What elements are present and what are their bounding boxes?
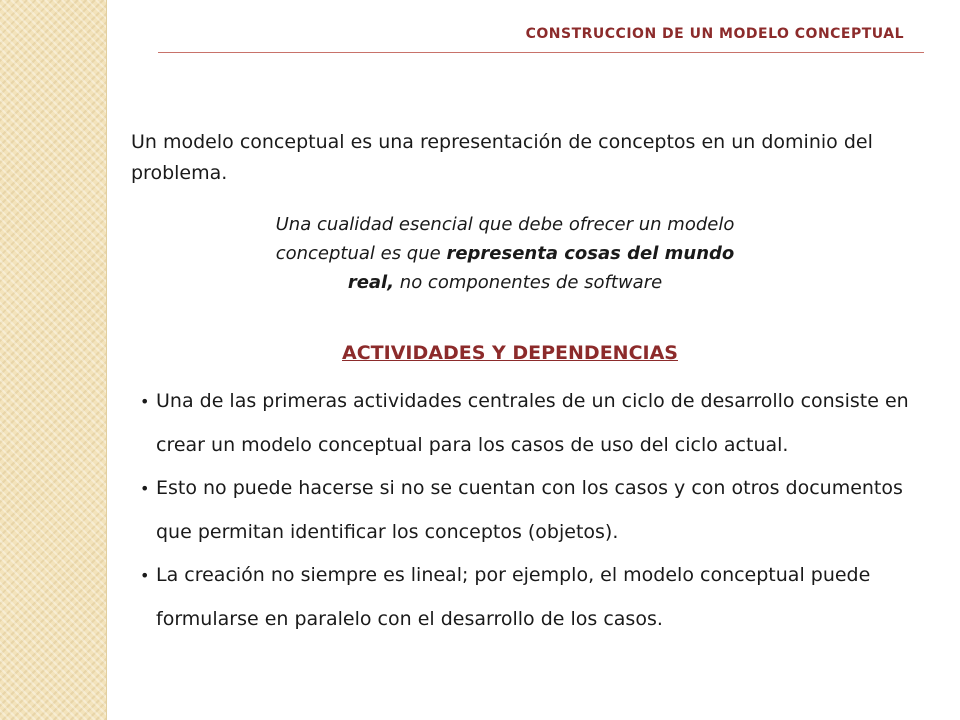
bullet-text: Una de las primeras actividades centrales de un ciclo de desarrollo consiste en crear un modelo conceptual para los casos de uso del ciclo actual. xyxy=(156,390,909,456)
quote-text-end: no componentes de software xyxy=(394,272,663,293)
bullet-icon: • xyxy=(140,566,150,585)
bullet-text: La creación no siempre es lineal; por ejemplo, el modelo conceptual puede formularse en paralelo con el desarrollo de los casos. xyxy=(156,564,871,630)
bullet-item xyxy=(136,467,916,554)
highlight-quote xyxy=(255,210,755,297)
slide-header-title: CONSTRUCCION DE UN MODELO CONCEPTUAL xyxy=(525,26,904,42)
bullet-item xyxy=(136,554,916,641)
bullet-list xyxy=(136,380,916,641)
bullet-item xyxy=(136,380,916,467)
section-heading: ACTIVIDADES Y DEPENDENCIAS xyxy=(342,342,678,364)
quote-bold-text: representa cosas del mundo real, xyxy=(347,243,735,293)
bullet-icon: • xyxy=(140,392,150,411)
decorative-side-band xyxy=(0,0,107,720)
quote-text-start: Una cualidad esencial que debe ofrecer un modelo conceptual es que xyxy=(275,214,735,264)
header-divider xyxy=(158,52,924,53)
bullet-text: Esto no puede hacerse si no se cuentan con los casos y con otros documentos que permitan identificar los conceptos (objetos). xyxy=(156,477,903,543)
intro-paragraph: Un modelo conceptual es una representación de conceptos en un dominio del problema. xyxy=(131,131,873,184)
bullet-icon: • xyxy=(140,479,150,498)
